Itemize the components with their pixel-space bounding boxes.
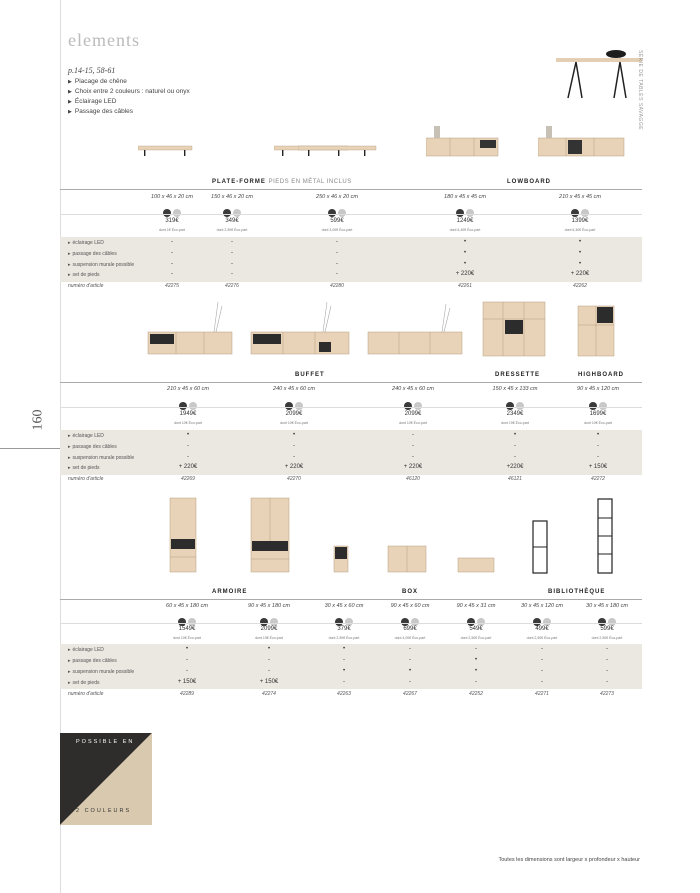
product-price: 1549€ — [178, 626, 196, 632]
bookcase-180-image — [597, 498, 613, 574]
cell-cables: - — [336, 250, 338, 256]
cell-wall: - — [336, 261, 338, 267]
cell-feet: - — [343, 679, 345, 685]
color-options — [309, 613, 379, 622]
row-label-led: ▸ éclairage LED — [68, 240, 104, 246]
row-divider — [60, 407, 642, 408]
cell-led: - — [412, 432, 414, 438]
cell-article: 42276 — [225, 283, 239, 289]
eco-participation: dont 3,00€ Éco-part — [321, 228, 353, 232]
row-label-article: numéro d'article — [68, 283, 104, 289]
onyx-swatch — [328, 209, 336, 217]
product-price: 2349€ — [506, 411, 524, 417]
cell-article: 42269 — [181, 476, 195, 482]
dressette-image — [482, 301, 546, 357]
cell-article: 42270 — [287, 476, 301, 482]
page-number-bar — [0, 448, 60, 449]
onyx-swatch — [467, 618, 475, 626]
product-price: 1249€ — [456, 218, 474, 224]
eco-participation: dont 10€ Éco-part — [280, 421, 308, 425]
row-label-wall: ▸ suspension murale possible — [68, 262, 134, 268]
group-title-dressette: DRESSETTE — [495, 372, 541, 378]
natural-swatch — [543, 618, 551, 626]
cell-led: • — [513, 432, 517, 438]
footer-note: Toutes les dimensions sont largeur x profondeur x hauteur — [498, 857, 640, 863]
color-options — [259, 397, 329, 406]
cell-article: 42280 — [330, 283, 344, 289]
product-dimensions: 210 x 45 x 60 cm — [167, 386, 209, 392]
features-band — [60, 430, 642, 475]
cell-article: 42273 — [600, 691, 614, 697]
cell-wall: • — [578, 261, 582, 267]
natural-swatch — [411, 618, 419, 626]
color-options — [234, 613, 304, 622]
group-title-armoire: ARMOIRE — [212, 589, 248, 595]
cell-wall: - — [293, 454, 295, 460]
natural-swatch — [295, 402, 303, 410]
eco-participation: dont 1€ Éco-part — [159, 228, 185, 232]
natural-swatch — [516, 402, 524, 410]
eco-participation: dont 2,50€ Éco-part — [328, 636, 360, 640]
cell-wall: - — [171, 261, 173, 267]
cell-feet: + 220€ — [455, 271, 475, 277]
product-price: 349€ — [225, 218, 239, 224]
product-dimensions: 210 x 45 x 45 cm — [559, 194, 601, 200]
box-90-image — [387, 545, 427, 573]
page-reference: p.14-15, 58-61 — [68, 66, 116, 75]
feature-item: ▶ Choix entre 2 couleurs : naturel ou onyx — [68, 88, 190, 95]
product-price: 2099€ — [260, 626, 278, 632]
group-title-box: BOX — [402, 589, 419, 595]
cell-cables: - — [597, 443, 599, 449]
natural-swatch — [270, 618, 278, 626]
section-divider — [60, 382, 642, 383]
row-divider — [60, 623, 642, 624]
eco-participation: dont 2,50€ Éco-part — [460, 636, 492, 640]
color-options — [197, 204, 267, 213]
cell-wall: - — [187, 454, 189, 460]
product-dimensions: 180 x 45 x 45 cm — [444, 194, 486, 200]
page-title: elements — [68, 30, 140, 50]
eco-participation: dont 6,40€ Éco-part — [564, 228, 596, 232]
cell-feet: + 150€ — [259, 679, 279, 685]
buffet-210-image — [146, 298, 234, 356]
cell-wall: • — [474, 668, 478, 674]
row-label-led: ▸ éclairage LED — [68, 433, 104, 439]
onyx-swatch — [456, 209, 464, 217]
product-dimensions: 60 x 45 x 180 cm — [166, 603, 208, 609]
onyx-swatch — [533, 618, 541, 626]
buffet-240-image — [249, 298, 351, 356]
row-label-cables: ▸ passage des câbles — [68, 658, 117, 664]
feature-item: ▶ Placage de chêne — [68, 78, 127, 85]
cell-article: 42263 — [337, 691, 351, 697]
cell-wall: - — [268, 668, 270, 674]
product-price: 599€ — [330, 218, 344, 224]
cell-feet: + 150€ — [177, 679, 197, 685]
cell-feet: + 220€ — [570, 271, 590, 277]
cell-feet: - — [336, 271, 338, 277]
natural-swatch — [188, 618, 196, 626]
eco-participation: dont 10€ Éco-part — [584, 421, 612, 425]
eco-participation: dont 2,50€ Éco-part — [526, 636, 558, 640]
table-illustration — [556, 50, 646, 102]
cell-led: • — [267, 646, 271, 652]
color-options — [430, 204, 500, 213]
cell-feet: - — [171, 271, 173, 277]
row-label-cables: ▸ passage des câbles — [68, 251, 117, 257]
cell-article: 42252 — [469, 691, 483, 697]
product-price: 1949€ — [179, 411, 197, 417]
cell-feet: + 150€ — [588, 464, 608, 470]
onyx-swatch — [223, 209, 231, 217]
cell-wall: • — [463, 261, 467, 267]
platform-250-image — [298, 143, 378, 157]
natural-swatch — [173, 209, 181, 217]
row-label-article: numéro d'article — [68, 476, 104, 482]
cell-wall: - — [514, 454, 516, 460]
eco-participation: dont 2,50€ Éco-part — [591, 636, 623, 640]
group-title-buffet: BUFFET — [295, 372, 325, 378]
eco-participation: dont 2,50€ Éco-part — [216, 228, 248, 232]
product-dimensions: 240 x 45 x 60 cm — [392, 386, 434, 392]
product-dimensions: 150 x 46 x 20 cm — [211, 194, 253, 200]
onyx-swatch — [598, 618, 606, 626]
cell-feet: + 220€ — [403, 464, 423, 470]
cell-led: • — [596, 432, 600, 438]
cell-feet: + 220€ — [178, 464, 198, 470]
onyx-swatch — [163, 209, 171, 217]
group-title-bibliotheque: BIBLIOTHÈQUE — [548, 589, 606, 595]
product-price: 1399€ — [571, 218, 589, 224]
cell-cables: - — [409, 657, 411, 663]
side-caption: SÉRIE DE TABLES SAVAGGE — [637, 50, 643, 131]
cell-led: • — [578, 239, 582, 245]
row-label-article: numéro d'article — [68, 691, 104, 697]
onyx-swatch — [179, 402, 187, 410]
color-options — [153, 397, 223, 406]
natural-swatch — [233, 209, 241, 217]
cell-wall: - — [412, 454, 414, 460]
color-options — [563, 397, 633, 406]
cell-wall: - — [231, 261, 233, 267]
eco-participation: dont 10€ Éco-part — [174, 421, 202, 425]
cell-led: • — [185, 646, 189, 652]
cell-feet: - — [409, 679, 411, 685]
onyx-swatch — [285, 402, 293, 410]
section-divider — [60, 599, 642, 600]
cell-article: 42272 — [591, 476, 605, 482]
cell-cables: - — [514, 443, 516, 449]
cell-feet: - — [475, 679, 477, 685]
row-label-wall: ▸ suspension murale possible — [68, 669, 134, 675]
cell-cables: • — [578, 250, 582, 256]
group-title-highboard: HIGHBOARD — [578, 372, 624, 378]
cell-article: 42267 — [403, 691, 417, 697]
cell-cables: - — [293, 443, 295, 449]
cell-wall: - — [606, 668, 608, 674]
cell-article: 42274 — [262, 691, 276, 697]
cell-led: - — [231, 239, 233, 245]
cell-cables: - — [171, 250, 173, 256]
cell-led: • — [463, 239, 467, 245]
eco-participation: dont 10€ Éco-part — [399, 421, 427, 425]
product-dimensions: 90 x 45 x 60 cm — [390, 603, 430, 609]
cell-cables: - — [187, 443, 189, 449]
product-dimensions: 250 x 46 x 20 cm — [316, 194, 358, 200]
row-label-cables: ▸ passage des câbles — [68, 444, 117, 450]
cell-article: 42262 — [573, 283, 587, 289]
natural-swatch — [338, 209, 346, 217]
cell-feet: - — [606, 679, 608, 685]
feature-item: ▶ Passage des câbles — [68, 108, 133, 115]
cell-led: - — [475, 646, 477, 652]
product-price: 379€ — [337, 626, 351, 632]
color-options — [375, 613, 445, 622]
cell-article: 42271 — [535, 691, 549, 697]
product-price: 2099€ — [285, 411, 303, 417]
cell-cables: - — [541, 657, 543, 663]
color-options — [441, 613, 511, 622]
product-dimensions: 30 x 45 x 120 cm — [521, 603, 563, 609]
natural-swatch — [599, 402, 607, 410]
color-options — [507, 613, 577, 622]
cell-cables: - — [343, 657, 345, 663]
group-title-lowboard: LOWBOARD — [507, 179, 551, 185]
product-price: 549€ — [469, 626, 483, 632]
cell-cables: - — [606, 657, 608, 663]
cell-wall: - — [597, 454, 599, 460]
page-number: 160 — [30, 409, 46, 431]
highboard-image — [577, 305, 615, 357]
armoire-90-image — [250, 497, 290, 573]
product-dimensions: 90 x 45 x 180 cm — [248, 603, 290, 609]
color-options — [302, 204, 372, 213]
onyx-swatch — [260, 618, 268, 626]
cell-led: - — [541, 646, 543, 652]
eco-participation: dont 19€ Éco-part — [501, 421, 529, 425]
cell-led: • — [292, 432, 296, 438]
product-dimensions: 240 x 45 x 60 cm — [273, 386, 315, 392]
product-price: 699€ — [403, 626, 417, 632]
bookcase-120-image — [532, 520, 548, 574]
natural-swatch — [581, 209, 589, 217]
platform-100-image — [138, 143, 194, 157]
eco-participation: dont 6,40€ Éco-part — [449, 228, 481, 232]
color-options — [378, 397, 448, 406]
cell-led: - — [409, 646, 411, 652]
row-label-led: ▸ éclairage LED — [68, 647, 104, 653]
cell-wall: - — [186, 668, 188, 674]
color-options — [152, 613, 222, 622]
product-price: 319€ — [165, 218, 179, 224]
product-price: 499€ — [535, 626, 549, 632]
feature-item: ▶ Éclairage LED — [68, 98, 116, 105]
cell-cables: - — [186, 657, 188, 663]
color-options — [480, 397, 550, 406]
group-title-plate-forme: PLATE-FORME PIEDS EN MÉTAL INCLUS — [212, 179, 352, 185]
cell-cables: • — [474, 657, 478, 663]
cell-feet: - — [231, 271, 233, 277]
onyx-swatch — [401, 618, 409, 626]
cell-feet: - — [541, 679, 543, 685]
cell-article: 42275 — [165, 283, 179, 289]
box-30-image — [333, 545, 349, 573]
box-90-low-image — [457, 557, 495, 573]
cell-feet: +220€ — [506, 464, 524, 470]
lowboard-210-image — [538, 118, 626, 158]
cell-cables: • — [463, 250, 467, 256]
cell-led: - — [606, 646, 608, 652]
product-dimensions: 30 x 45 x 180 cm — [586, 603, 628, 609]
cell-cables: - — [412, 443, 414, 449]
onyx-swatch — [506, 402, 514, 410]
natural-swatch — [414, 402, 422, 410]
product-dimensions: 100 x 46 x 20 cm — [151, 194, 193, 200]
row-label-wall: ▸ suspension murale possible — [68, 455, 134, 461]
product-price: 2099€ — [404, 411, 422, 417]
product-dimensions: 30 x 45 x 60 cm — [324, 603, 364, 609]
onyx-swatch — [589, 402, 597, 410]
cell-wall: • — [408, 668, 412, 674]
swatch-text-top: POSSIBLE EN — [76, 739, 135, 745]
cell-article: 42289 — [180, 691, 194, 697]
row-label-feet: ▸ set de pieds — [68, 465, 99, 471]
color-options — [572, 613, 642, 622]
eco-participation: dont 4,00€ Éco-part — [394, 636, 426, 640]
product-price: 1699€ — [589, 411, 607, 417]
product-price: 599€ — [600, 626, 614, 632]
cell-led: • — [342, 646, 346, 652]
cell-feet: + 220€ — [284, 464, 304, 470]
product-dimensions: 90 x 45 x 120 cm — [577, 386, 619, 392]
cell-article: 42261 — [458, 283, 472, 289]
armoire-60-image — [169, 497, 197, 573]
cell-article: 46121 — [508, 476, 522, 482]
eco-participation: dont 10€ Éco-part — [173, 636, 201, 640]
onyx-swatch — [335, 618, 343, 626]
product-dimensions: 90 x 45 x 31 cm — [456, 603, 496, 609]
cell-led: • — [186, 432, 190, 438]
natural-swatch — [466, 209, 474, 217]
cell-cables: - — [231, 250, 233, 256]
natural-swatch — [345, 618, 353, 626]
cell-wall: • — [342, 668, 346, 674]
row-label-feet: ▸ set de pieds — [68, 680, 99, 686]
cell-led: - — [336, 239, 338, 245]
cell-article: 46120 — [406, 476, 420, 482]
color-options — [545, 204, 615, 213]
onyx-swatch — [404, 402, 412, 410]
natural-swatch — [477, 618, 485, 626]
section-divider — [60, 189, 642, 190]
row-label-feet: ▸ set de pieds — [68, 272, 99, 278]
row-divider — [60, 214, 642, 215]
cell-cables: - — [268, 657, 270, 663]
natural-swatch — [608, 618, 616, 626]
natural-swatch — [189, 402, 197, 410]
onyx-swatch — [178, 618, 186, 626]
lowboard-180-image — [426, 118, 500, 158]
onyx-swatch — [571, 209, 579, 217]
cell-led: - — [171, 239, 173, 245]
buffet-240b-image — [366, 298, 464, 356]
swatch-text-bottom: 2 COULEURS — [76, 808, 132, 814]
cell-wall: - — [541, 668, 543, 674]
eco-participation: dont 19€ Éco-part — [255, 636, 283, 640]
product-dimensions: 150 x 45 x 133 cm — [492, 386, 538, 392]
